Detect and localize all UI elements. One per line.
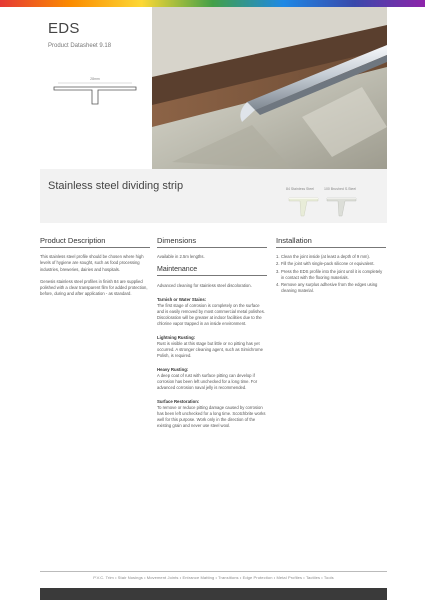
description-paragraph: Genesis stainless steel profiles in finish 84 are supplied polished with a clear transparent film for added protection, before, during and after application - as standard. — [40, 278, 148, 297]
dimensions-heading: Dimensions — [157, 236, 267, 248]
product-description-heading: Product Description — [40, 236, 150, 248]
product-code: EDS — [48, 20, 80, 37]
product-description-column — [40, 236, 150, 298]
maintenance-section-text: Rust is visible at this stage but little or no pitting has yet occurred. A stronger cleaning agent, such as Simichrome Polish, is required. — [157, 340, 263, 359]
footer-divider — [40, 571, 387, 572]
installation-heading: Installation — [276, 236, 386, 248]
installation-column — [276, 236, 386, 296]
installation-steps — [276, 254, 386, 295]
finish-label-100: 100 Brushed S.Steel — [324, 187, 357, 191]
dimensions-maintenance-column — [157, 236, 267, 430]
installation-step: 1. Clean the joint inside (at least a depth of 9 mm). — [276, 254, 370, 259]
footer-bar — [40, 588, 387, 600]
footer-product-categories: P.V.C. Trim • Stair Nosings • Movement Joints • Entrance Matting • Transitions • Edge Protection • Metal Profiles • Tactiles • Tools — [93, 575, 334, 580]
finish-swatch-84 — [287, 194, 320, 218]
maintenance-section-title: Surface Restoration: — [157, 398, 200, 404]
maintenance-section-title: Heavy Rusting: — [157, 366, 189, 372]
maintenance-heading: Maintenance — [157, 266, 267, 276]
maintenance-intro: Advanced cleaning for stainless steel discoloration. — [157, 283, 252, 289]
rainbow-header-bar — [0, 0, 425, 7]
maintenance-section-text: A deep coat of rust with surface pitting can develop if corrosion has been left unchecked for a long time. For advanced corrosion naval jelly is recommended. — [157, 372, 258, 391]
finish-label-84: 84 Stainless Steel — [286, 187, 315, 191]
installation-step: 3. Press the EDS profile into the joint until it is completely in contact with the flooring materials. — [276, 268, 383, 280]
dimensions-text: Available in 2.5m lengths. — [157, 254, 205, 259]
installation-step: 2. Fill the joint with single-pack silicone or equivalent. — [276, 261, 375, 267]
profile-cross-section-drawing — [50, 74, 140, 114]
datasheet-number: Product Datasheet 9.18 — [48, 43, 112, 49]
maintenance-section-text: The first stage of corrosion is completely on the surface and is easily removed by most commercial metal polishes. Discoloration will be greater at indoor facilities due to the chlorine vapor trapped in an inside environment. — [157, 302, 265, 327]
drawing-dimension-label: 28mm — [90, 77, 100, 81]
product-photo — [152, 7, 387, 169]
maintenance-section-title: Lightning Rusting: — [157, 334, 196, 340]
maintenance-section-text: To remove or reduce pitting damage caused by corrosion has been left unchecked for a long time. Scotchbrite works well for this purpose. Work only in the direction of the existing grain and never use steel wool. — [157, 404, 266, 429]
installation-step: 4. Remove any surplus adhesive from the edges using cleaning material. — [276, 282, 378, 294]
finish-swatch-100 — [325, 194, 358, 218]
product-title: Stainless steel dividing strip — [48, 180, 184, 192]
maintenance-section-title: Tarnish or Water Stains: — [157, 296, 207, 302]
description-paragraph: This stainless steel profile should be chosen where high levels of hygiene are sought, such as food processing industries, breweries, dairies and hospitals. — [40, 254, 144, 272]
